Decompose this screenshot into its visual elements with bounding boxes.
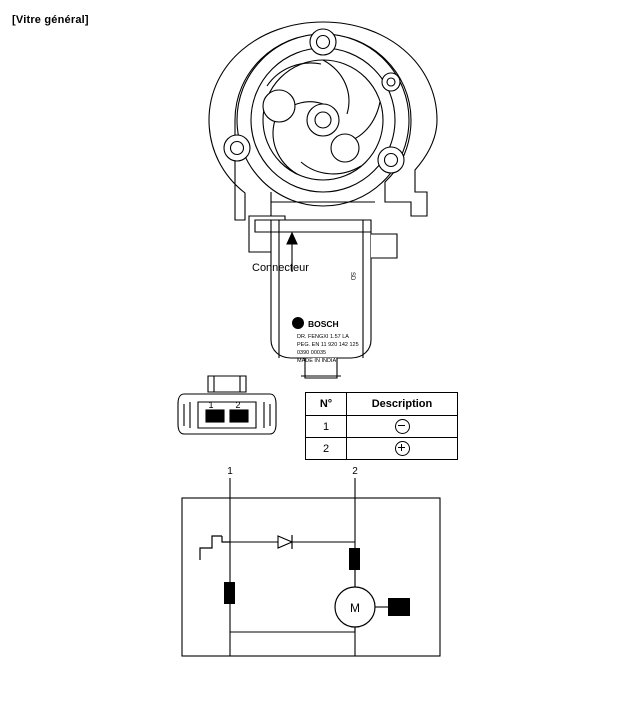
resistor-left bbox=[224, 582, 235, 604]
connector-pin-label-2: 2 bbox=[235, 400, 241, 410]
cell-pin-number: 1 bbox=[306, 416, 347, 438]
circuit-diagram bbox=[160, 466, 470, 680]
spec-line-3: 0390 00035 bbox=[297, 350, 327, 356]
plus-icon bbox=[395, 441, 410, 456]
resistor-right bbox=[349, 548, 360, 570]
header-description: Description bbox=[347, 393, 458, 416]
table-row bbox=[306, 438, 458, 460]
motor-symbol bbox=[335, 587, 388, 627]
cell-pin-number: 2 bbox=[306, 438, 347, 460]
page-title: [Vitre général] bbox=[12, 14, 89, 26]
header-number: N° bbox=[306, 393, 347, 416]
circuit-terminal-label-1: 1 bbox=[227, 466, 233, 477]
diode-symbol bbox=[278, 535, 292, 549]
spec-line-1: DR. FENGXI 1.57 LA bbox=[297, 334, 349, 340]
spec-line-4: MADE IN INDIA bbox=[297, 358, 337, 364]
window-motor-illustration bbox=[175, 20, 445, 370]
cell-pin-description bbox=[347, 438, 458, 460]
connector-pin-label-1: 1 bbox=[208, 400, 214, 410]
brand-label: BOSCH bbox=[308, 319, 339, 329]
motor-drawing bbox=[175, 20, 445, 370]
table-header-row bbox=[306, 393, 458, 416]
spec-line-2: PEG. EN 11 920 142 125 bbox=[297, 342, 359, 348]
connector-callout-label: Connecteur bbox=[252, 262, 309, 274]
motor-label: M bbox=[350, 601, 360, 615]
table-row bbox=[306, 416, 458, 438]
connector-illustration bbox=[168, 372, 298, 452]
circuit-terminal-label-2: 2 bbox=[352, 466, 358, 477]
pin-description-table bbox=[305, 392, 458, 460]
component-block bbox=[388, 598, 410, 616]
minus-icon bbox=[395, 419, 410, 434]
side-code-label: SD bbox=[349, 272, 355, 281]
cell-pin-description bbox=[347, 416, 458, 438]
